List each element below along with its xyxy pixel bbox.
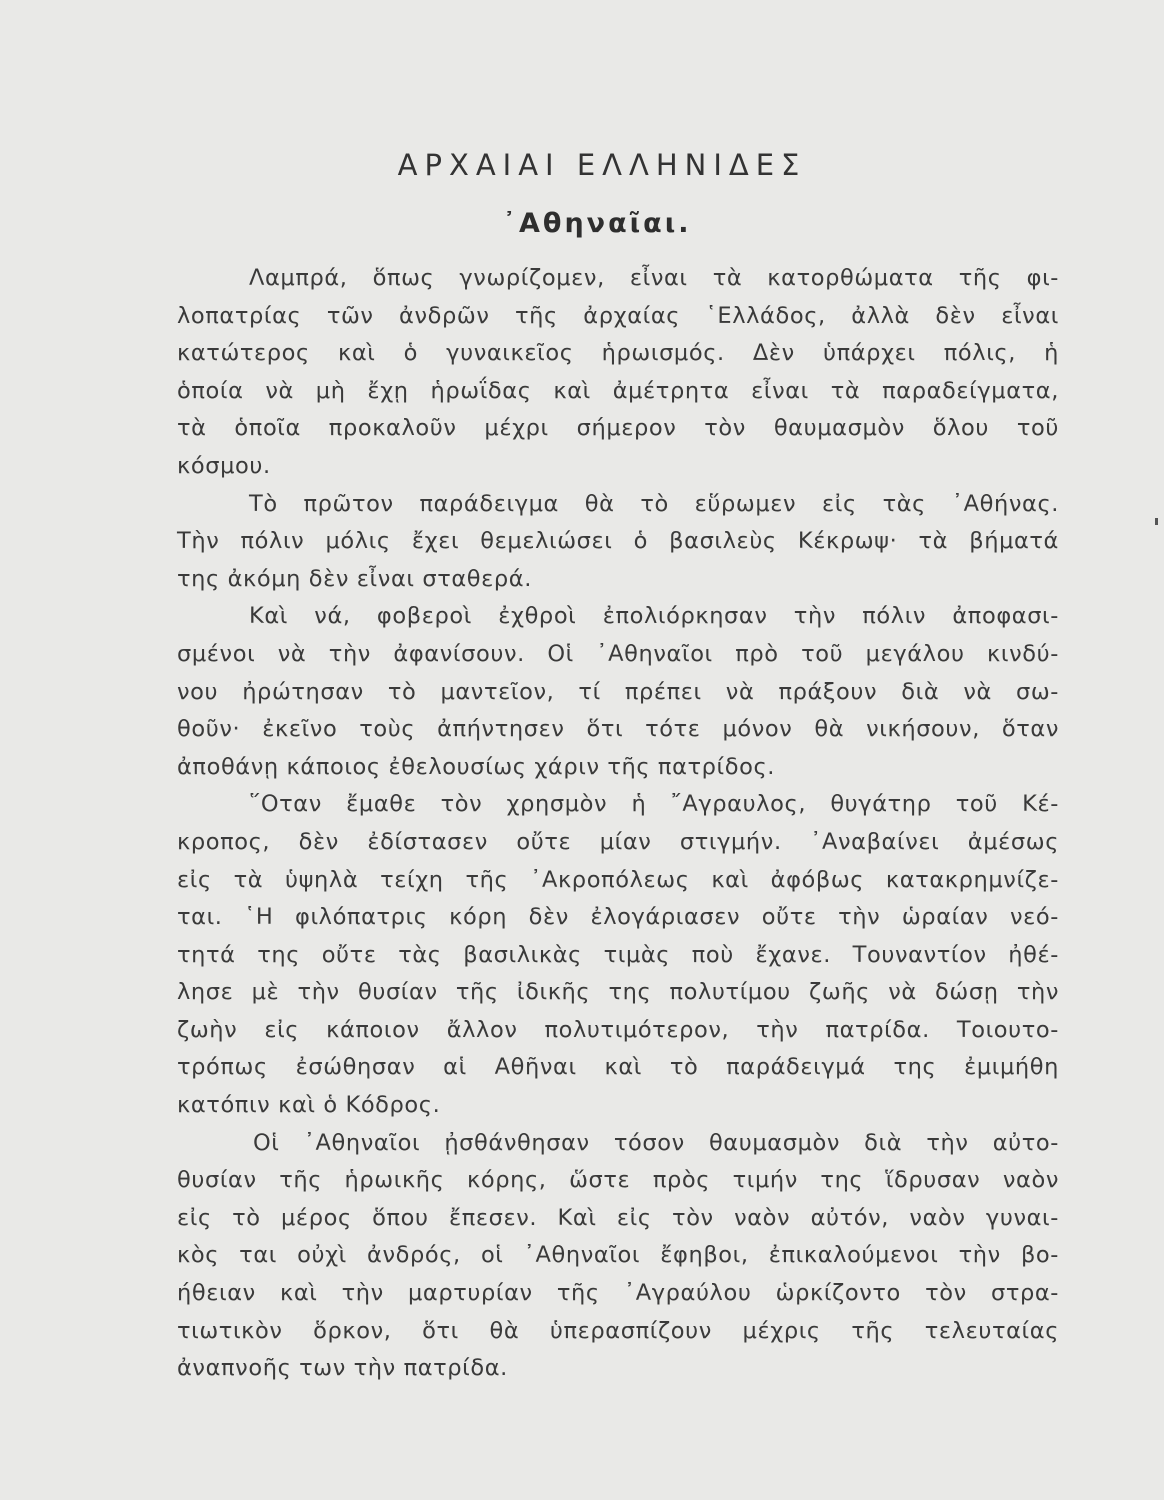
text-line: θυσίαν τῆς ἡρωικῆς κόρης, ὥστε πρὸς τιμήν της ἵδρυσαν ναὸν	[177, 1167, 1059, 1194]
page-title: ΑΡΧΑΙΑΙ ΕΛΛΗΝΙΔΕΣ	[397, 148, 807, 182]
text-line: της ἀκόμη δὲν εἶναι σταθερά.	[177, 565, 532, 592]
text-line: τητά της οὔτε τὰς βασιλικὰς τιμὰς ποὺ ἔχανε. Τουναντίον ἠθέ-	[177, 941, 1059, 968]
text-line: τὰ ὁποῖα προκαλοῦν μέχρι σήμερον τὸν θαυμασμὸν ὅλου τοῦ	[177, 415, 1059, 442]
text-line: κόσμου.	[177, 452, 271, 479]
text-line: ται. ῾Η φιλόπατρις κόρη δὲν ἐλογάριασεν οὔτε τὴν ὡραίαν νεό-	[177, 904, 1059, 931]
text-line: εἰς τὰ ὑψηλὰ τείχη τῆς ᾿Ακροπόλεως καὶ ἀφόβως κατακρημνίζε-	[177, 866, 1059, 893]
text-line: εἰς τὸ μέρος ὅπου ἔπεσεν. Καὶ εἰς τὸν ναὸν αὐτόν, ναὸν γυναι-	[177, 1204, 1059, 1231]
text-line: τιωτικὸν ὅρκον, ὅτι θὰ ὑπερασπίζουν μέχρις τῆς τελευταίας	[177, 1317, 1059, 1344]
text-line: τρόπως ἐσώθησαν αἱ Αθῆναι καὶ τὸ παράδειγμά της ἐμιμήθη	[177, 1054, 1059, 1081]
text-line: λοπατρίας τῶν ἀνδρῶν τῆς ἀρχαίας ῾Ελλάδος, ἀλλὰ δὲν εἶναι	[177, 302, 1059, 329]
text-line: Καὶ νά, φοβεροὶ ἐχθροὶ ἐπολιόρκησαν τὴν πόλιν ἀποφασι-	[249, 603, 1059, 630]
text-line: λησε μὲ τὴν θυσίαν τῆς ἰδικῆς της πολυτίμου ζωῆς νὰ δώσῃ τὴν	[177, 979, 1059, 1006]
text-line: ζωὴν εἰς κάποιον ἄλλον πολυτιμότερον, τὴν πατρίδα. Τοιουτο-	[177, 1016, 1059, 1043]
text-line: ήθειαν καὶ τὴν μαρτυρίαν τῆς ᾿Αγραύλου ὡρκίζοντο τὸν στρα-	[177, 1280, 1059, 1307]
text-line: ἀποθάνῃ κάποιος ἐθελουσίως χάριν τῆς πατρίδος.	[177, 753, 776, 780]
text-line: κροπος, δὲν ἐδίστασεν οὔτε μίαν στιγμήν. ᾿Αναβαίνει ἀμέσως	[177, 828, 1059, 855]
text-line: θοῦν· ἐκεῖνο τοὺς ἀπήντησεν ὅτι τότε μόνον θὰ νικήσουν, ὅταν	[177, 716, 1059, 743]
text-line: ὁποία νὰ μὴ ἔχῃ ἡρωΐδας καὶ ἀμέτρητα εἶναι τὰ παραδείγματα,	[177, 377, 1059, 404]
text-line: Τὴν πόλιν μόλις ἔχει θεμελιώσει ὁ βασιλεὺς Κέκρωψ· τὰ βήματά	[177, 528, 1059, 555]
body-text	[177, 260, 1059, 1388]
text-line: Τὸ πρῶτον παράδειγμα θὰ τὸ εὕρωμεν εἰς τὰς ᾿Αθήνας.	[249, 490, 1059, 517]
margin-mark	[1155, 518, 1158, 525]
text-line: κὸς ται οὐχὶ ἀνδρός, οἱ ᾿Αθηναῖοι ἔφηβοι, ἐπικαλούμενοι τὴν βο-	[177, 1242, 1059, 1269]
text-line: Οἱ ᾿Αθηναῖοι ᾐσθάνθησαν τόσον θαυμασμὸν διὰ τὴν αὐτο-	[253, 1129, 1059, 1156]
text-line: νου ἠρώτησαν τὸ μαντεῖον, τί πρέπει νὰ πράξουν διὰ νὰ σω-	[177, 678, 1059, 705]
text-line: σμένοι νὰ τὴν ἀφανίσουν. Οἱ ᾿Αθηναῖοι πρὸ τοῦ μεγάλου κινδύ-	[177, 640, 1059, 667]
text-line: Λαμπρά, ὅπως γνωρίζομεν, εἶναι τὰ κατορθώματα τῆς φι-	[249, 265, 1059, 291]
text-line: ἀναπνοῆς των τὴν πατρίδα.	[177, 1355, 508, 1382]
text-line: κατώτερος καὶ ὁ γυναικεῖος ἡρωισμός. Δὲν ὑπάρχει πόλις, ἡ	[177, 340, 1059, 367]
text-line: ῞Οταν ἔμαθε τὸν χρησμὸν ἡ ῎Αγραυλος, θυγάτηρ τοῦ Κέ-	[249, 791, 1059, 818]
text-line: κατόπιν καὶ ὁ Κόδρος.	[177, 1092, 441, 1119]
section-subtitle: ᾿Αθηναῖαι.	[502, 208, 692, 239]
